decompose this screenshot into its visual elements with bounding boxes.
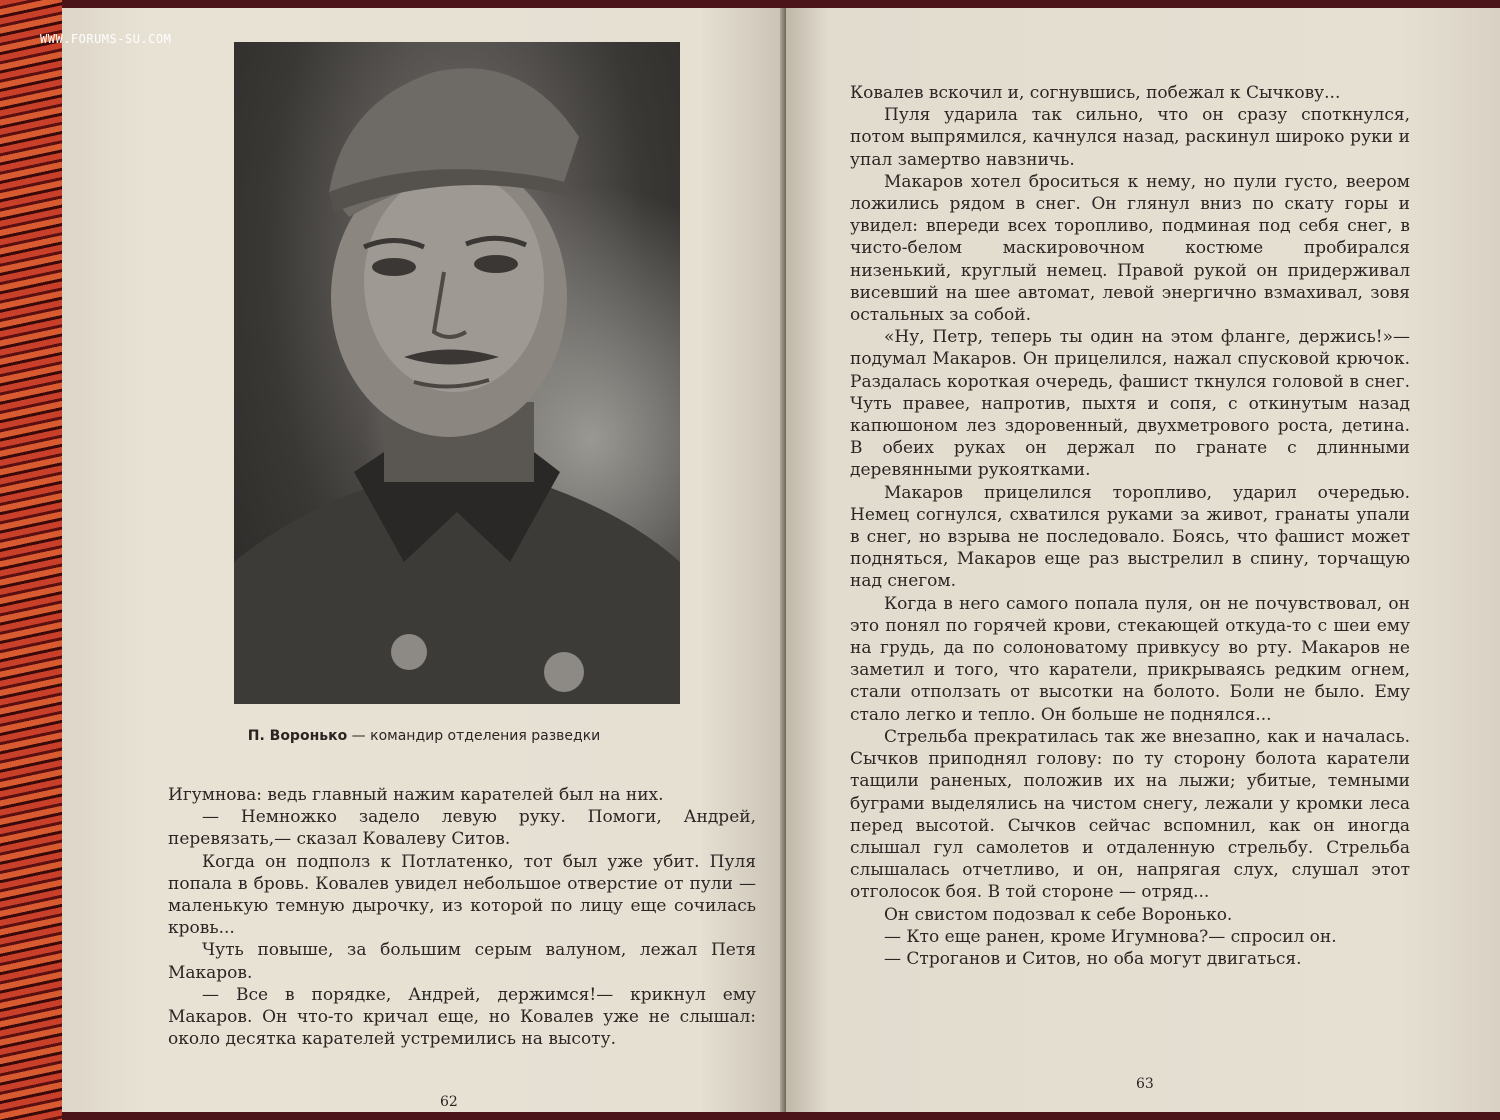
paragraph: — Строганов и Ситов, но оба могут двигаться. [884,948,1302,969]
book-cover-edge [0,0,62,1120]
left-page-text [168,784,756,1050]
right-page-text [850,82,1410,970]
paragraph: Стрельба прекратилась так же внезапно, как и началась. Сычков приподнял голову: по ту сторону болота каратели тащили раненых, положив их на лыжи; убитые, темными буграми выделялись на чистом снегу, лежали у кромки леса перед высотой. Сычков сейчас вспомнил, как он иногда слышал гул самолетов и отдаленную стрельбу. Стрельба слышалась отчетливо, и он, напрягая слух, слушал этот отголосок боя. В той стороне — отряд... [850,726,1410,903]
page-number: 62 [440,1094,458,1110]
caption-name: П. Воронько [247,728,348,744]
portrait-photo [234,42,680,704]
soldier-portrait-image [234,42,680,704]
paragraph: Он свистом подозвал к себе Воронько. [884,904,1233,925]
paragraph: Чуть повыше, за большим серым валуном, лежал Петя Макаров. [168,940,756,983]
paragraph: Макаров хотел броситься к нему, но пули густо, веером ложились рядом в снег. Он глянул вниз по скату горы и увидел: впереди всех торопливо, подминая под себя снег, в чисто-белом маскировочном костюме пробирался низенький, круглый немец. Правой рукой он придерживал висевший на шее автомат, левой энергично взмахивал, зовя остальных за собой. [850,171,1410,326]
paragraph: Когда в него самого попала пуля, он не почувствовал, он это понял по горячей крови, стекающей откуда-то с шеи ему на грудь, да по солоноватому привкусу во рту. Макаров не заметил и того, что каратели, прикрываясь редким огнем, стали отползать от высотки на болото. Боли не было. Ему стало легко и тепло. Он больше не поднялся... [850,593,1410,725]
left-page [62,8,786,1112]
paragraph: Макаров прицелился торопливо, ударил очередью. Немец согнулся, схватился руками за живот, гранаты упали в снег, но взрыва не последовало. Боясь, что фашист может подняться, Макаров еще раз выстрелил в спину, торчащую над снегом. [850,482,1410,592]
paragraph: Игумнова: ведь главный нажим карателей был на них. [168,785,664,805]
paragraph: — Кто еще ранен, кроме Игумнова?— спросил он. [884,926,1337,947]
paragraph: Пуля ударила так сильно, что он сразу споткнулся, потом выпрямился, качнулся назад, раскинул широко руки и упал замертво навзничь. [850,105,1410,170]
paragraph: Ковалев вскочил и, согнувшись, побежал к Сычкову... [850,83,1341,103]
photo-caption [62,728,786,744]
caption-text: — командир отделения разведки [351,728,601,744]
paragraph: Когда он подполз к Потлатенко, тот был уже убит. Пуля попала в бровь. Ковалев увидел небольшое отверстие от пули — маленькую темную дырочку, из которой по лицу еще сочилась кровь... [168,851,756,939]
watermark: WWW.FORUMS-SU.COM [40,32,172,46]
paragraph: — Немножко задело левую руку. Помоги, Андрей, перевязать,— сказал Ковалеву Ситов. [168,807,756,850]
page-number: 63 [1136,1076,1154,1092]
right-page [786,8,1500,1112]
paragraph: — Все в порядке, Андрей, держимся!— крикнул ему Макаров. Он что-то кричал еще, но Ковалев уже не слышал: около десятка карателей устремились на высоту. [168,984,756,1050]
paragraph: «Ну, Петр, теперь ты один на этом фланге, держись!»— подумал Макаров. Он прицелился, нажал спусковой крючок. Раздалась короткая очередь, фашист ткнулся головой в снег. Чуть правее, напротив, пыхтя и сопя, с откинутым назад капюшоном лез здоровенный, двухметрового роста, детина. В обеих руках он держал по гранате с длинными деревянными рукоятками. [850,327,1410,481]
